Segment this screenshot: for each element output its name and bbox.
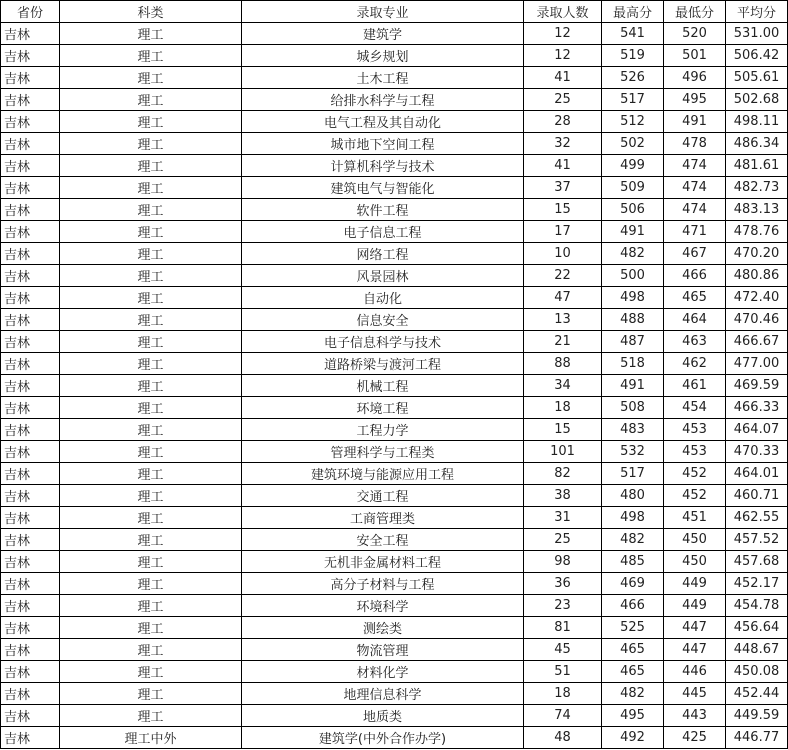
cell-count: 45 <box>524 639 602 661</box>
cell-province: 吉林 <box>1 111 60 133</box>
cell-max: 491 <box>602 375 664 397</box>
cell-avg: 498.11 <box>726 111 788 133</box>
table-row <box>1 485 788 507</box>
table-row <box>1 133 788 155</box>
header-row <box>1 1 788 23</box>
cell-category: 理工 <box>60 221 242 243</box>
cell-min: 496 <box>664 67 726 89</box>
cell-min: 450 <box>664 529 726 551</box>
cell-count: 13 <box>524 309 602 331</box>
cell-avg: 505.61 <box>726 67 788 89</box>
table-row <box>1 595 788 617</box>
cell-min: 520 <box>664 23 726 45</box>
cell-max: 512 <box>602 111 664 133</box>
cell-count: 47 <box>524 287 602 309</box>
cell-category: 理工 <box>60 485 242 507</box>
cell-count: 41 <box>524 155 602 177</box>
cell-province: 吉林 <box>1 155 60 177</box>
cell-category: 理工 <box>60 89 242 111</box>
cell-province: 吉林 <box>1 507 60 529</box>
cell-category: 理工 <box>60 375 242 397</box>
cell-max: 469 <box>602 573 664 595</box>
cell-province: 吉林 <box>1 265 60 287</box>
cell-category: 理工 <box>60 265 242 287</box>
cell-avg: 470.33 <box>726 441 788 463</box>
table-row <box>1 507 788 529</box>
cell-max: 482 <box>602 683 664 705</box>
cell-major: 交通工程 <box>242 485 524 507</box>
table-row <box>1 309 788 331</box>
cell-major: 电子信息工程 <box>242 221 524 243</box>
cell-avg: 478.76 <box>726 221 788 243</box>
cell-avg: 466.33 <box>726 397 788 419</box>
cell-min: 449 <box>664 573 726 595</box>
cell-category: 理工 <box>60 507 242 529</box>
cell-count: 81 <box>524 617 602 639</box>
cell-avg: 457.68 <box>726 551 788 573</box>
cell-max: 466 <box>602 595 664 617</box>
cell-category: 理工 <box>60 111 242 133</box>
cell-max: 509 <box>602 177 664 199</box>
cell-max: 518 <box>602 353 664 375</box>
cell-province: 吉林 <box>1 661 60 683</box>
cell-category: 理工 <box>60 419 242 441</box>
cell-avg: 454.78 <box>726 595 788 617</box>
table-row <box>1 529 788 551</box>
cell-province: 吉林 <box>1 45 60 67</box>
cell-avg: 482.73 <box>726 177 788 199</box>
cell-province: 吉林 <box>1 595 60 617</box>
header-major: 录取专业 <box>242 1 524 23</box>
cell-count: 25 <box>524 89 602 111</box>
cell-max: 491 <box>602 221 664 243</box>
cell-min: 453 <box>664 419 726 441</box>
cell-count: 88 <box>524 353 602 375</box>
cell-min: 454 <box>664 397 726 419</box>
cell-category: 理工 <box>60 617 242 639</box>
cell-count: 23 <box>524 595 602 617</box>
cell-major: 材料化学 <box>242 661 524 683</box>
cell-major: 建筑学(中外合作办学) <box>242 727 524 749</box>
cell-major: 安全工程 <box>242 529 524 551</box>
table-row <box>1 705 788 727</box>
cell-category: 理工 <box>60 331 242 353</box>
cell-province: 吉林 <box>1 529 60 551</box>
cell-avg: 481.61 <box>726 155 788 177</box>
cell-count: 15 <box>524 419 602 441</box>
cell-max: 500 <box>602 265 664 287</box>
cell-avg: 446.77 <box>726 727 788 749</box>
table-header <box>1 1 788 23</box>
cell-major: 工商管理类 <box>242 507 524 529</box>
table-row <box>1 221 788 243</box>
cell-avg: 456.64 <box>726 617 788 639</box>
table-row <box>1 111 788 133</box>
table-row <box>1 727 788 749</box>
table-row <box>1 331 788 353</box>
cell-min: 463 <box>664 331 726 353</box>
cell-province: 吉林 <box>1 485 60 507</box>
cell-major: 建筑电气与智能化 <box>242 177 524 199</box>
cell-max: 532 <box>602 441 664 463</box>
cell-major: 环境工程 <box>242 397 524 419</box>
cell-major: 测绘类 <box>242 617 524 639</box>
table-row <box>1 23 788 45</box>
cell-province: 吉林 <box>1 683 60 705</box>
cell-major: 道路桥梁与渡河工程 <box>242 353 524 375</box>
cell-major: 环境科学 <box>242 595 524 617</box>
cell-category: 理工 <box>60 441 242 463</box>
cell-major: 工程力学 <box>242 419 524 441</box>
cell-count: 48 <box>524 727 602 749</box>
table-row <box>1 155 788 177</box>
cell-max: 517 <box>602 463 664 485</box>
cell-count: 32 <box>524 133 602 155</box>
table-row <box>1 265 788 287</box>
cell-province: 吉林 <box>1 89 60 111</box>
cell-min: 451 <box>664 507 726 529</box>
cell-count: 82 <box>524 463 602 485</box>
table-row <box>1 573 788 595</box>
cell-max: 482 <box>602 529 664 551</box>
table-row <box>1 683 788 705</box>
cell-avg: 449.59 <box>726 705 788 727</box>
table-row <box>1 375 788 397</box>
cell-min: 474 <box>664 199 726 221</box>
cell-max: 492 <box>602 727 664 749</box>
cell-count: 36 <box>524 573 602 595</box>
cell-avg: 470.46 <box>726 309 788 331</box>
cell-major: 自动化 <box>242 287 524 309</box>
cell-category: 理工 <box>60 177 242 199</box>
cell-min: 450 <box>664 551 726 573</box>
cell-major: 建筑学 <box>242 23 524 45</box>
cell-avg: 531.00 <box>726 23 788 45</box>
cell-min: 445 <box>664 683 726 705</box>
cell-province: 吉林 <box>1 419 60 441</box>
cell-province: 吉林 <box>1 287 60 309</box>
table-row <box>1 661 788 683</box>
cell-major: 信息安全 <box>242 309 524 331</box>
cell-min: 478 <box>664 133 726 155</box>
cell-province: 吉林 <box>1 177 60 199</box>
cell-count: 18 <box>524 683 602 705</box>
cell-count: 21 <box>524 331 602 353</box>
cell-avg: 469.59 <box>726 375 788 397</box>
cell-category: 理工 <box>60 639 242 661</box>
cell-major: 管理科学与工程类 <box>242 441 524 463</box>
table-row <box>1 551 788 573</box>
header-max-score: 最高分 <box>602 1 664 23</box>
table-row <box>1 397 788 419</box>
cell-count: 10 <box>524 243 602 265</box>
cell-max: 482 <box>602 243 664 265</box>
table-row <box>1 639 788 661</box>
cell-count: 38 <box>524 485 602 507</box>
table-row <box>1 287 788 309</box>
cell-category: 理工 <box>60 353 242 375</box>
cell-province: 吉林 <box>1 573 60 595</box>
header-enrolled-count: 录取人数 <box>524 1 602 23</box>
cell-province: 吉林 <box>1 617 60 639</box>
cell-min: 471 <box>664 221 726 243</box>
cell-max: 483 <box>602 419 664 441</box>
cell-count: 34 <box>524 375 602 397</box>
cell-max: 465 <box>602 639 664 661</box>
table-row <box>1 463 788 485</box>
cell-count: 51 <box>524 661 602 683</box>
cell-category: 理工 <box>60 67 242 89</box>
cell-avg: 502.68 <box>726 89 788 111</box>
header-min-score: 最低分 <box>664 1 726 23</box>
cell-count: 74 <box>524 705 602 727</box>
cell-count: 12 <box>524 45 602 67</box>
cell-category: 理工 <box>60 705 242 727</box>
table-row <box>1 45 788 67</box>
table-row <box>1 67 788 89</box>
table-row <box>1 617 788 639</box>
cell-province: 吉林 <box>1 397 60 419</box>
cell-max: 485 <box>602 551 664 573</box>
cell-category: 理工 <box>60 23 242 45</box>
cell-count: 15 <box>524 199 602 221</box>
cell-count: 28 <box>524 111 602 133</box>
cell-province: 吉林 <box>1 331 60 353</box>
cell-avg: 457.52 <box>726 529 788 551</box>
cell-major: 电子信息科学与技术 <box>242 331 524 353</box>
header-avg-score: 平均分 <box>726 1 788 23</box>
cell-major: 无机非金属材料工程 <box>242 551 524 573</box>
cell-min: 474 <box>664 177 726 199</box>
cell-category: 理工 <box>60 199 242 221</box>
cell-count: 31 <box>524 507 602 529</box>
cell-major: 电气工程及其自动化 <box>242 111 524 133</box>
header-province: 省份 <box>1 1 60 23</box>
cell-min: 446 <box>664 661 726 683</box>
cell-category: 理工 <box>60 463 242 485</box>
cell-max: 498 <box>602 507 664 529</box>
cell-category: 理工 <box>60 287 242 309</box>
cell-major: 机械工程 <box>242 375 524 397</box>
cell-count: 17 <box>524 221 602 243</box>
cell-min: 461 <box>664 375 726 397</box>
cell-max: 499 <box>602 155 664 177</box>
cell-max: 465 <box>602 661 664 683</box>
cell-avg: 462.55 <box>726 507 788 529</box>
cell-count: 101 <box>524 441 602 463</box>
table-row <box>1 177 788 199</box>
cell-major: 地质类 <box>242 705 524 727</box>
cell-max: 506 <box>602 199 664 221</box>
cell-province: 吉林 <box>1 221 60 243</box>
cell-max: 519 <box>602 45 664 67</box>
cell-count: 25 <box>524 529 602 551</box>
table-row <box>1 199 788 221</box>
cell-province: 吉林 <box>1 551 60 573</box>
cell-avg: 464.01 <box>726 463 788 485</box>
cell-avg: 480.86 <box>726 265 788 287</box>
table-row <box>1 441 788 463</box>
cell-max: 517 <box>602 89 664 111</box>
cell-min: 443 <box>664 705 726 727</box>
cell-province: 吉林 <box>1 309 60 331</box>
cell-avg: 448.67 <box>726 639 788 661</box>
table-row <box>1 243 788 265</box>
cell-category: 理工 <box>60 397 242 419</box>
cell-max: 508 <box>602 397 664 419</box>
cell-avg: 466.67 <box>726 331 788 353</box>
cell-min: 449 <box>664 595 726 617</box>
cell-major: 网络工程 <box>242 243 524 265</box>
cell-province: 吉林 <box>1 67 60 89</box>
cell-min: 452 <box>664 485 726 507</box>
cell-max: 541 <box>602 23 664 45</box>
cell-count: 37 <box>524 177 602 199</box>
cell-province: 吉林 <box>1 375 60 397</box>
cell-avg: 472.40 <box>726 287 788 309</box>
cell-major: 地理信息科学 <box>242 683 524 705</box>
cell-avg: 452.44 <box>726 683 788 705</box>
cell-category: 理工 <box>60 133 242 155</box>
cell-province: 吉林 <box>1 727 60 749</box>
cell-major: 风景园林 <box>242 265 524 287</box>
cell-min: 447 <box>664 617 726 639</box>
table-row <box>1 419 788 441</box>
cell-min: 465 <box>664 287 726 309</box>
table-row <box>1 89 788 111</box>
cell-avg: 460.71 <box>726 485 788 507</box>
cell-province: 吉林 <box>1 639 60 661</box>
cell-min: 447 <box>664 639 726 661</box>
cell-avg: 506.42 <box>726 45 788 67</box>
cell-max: 498 <box>602 287 664 309</box>
cell-min: 462 <box>664 353 726 375</box>
table-body <box>1 23 788 749</box>
cell-province: 吉林 <box>1 23 60 45</box>
cell-count: 18 <box>524 397 602 419</box>
cell-count: 22 <box>524 265 602 287</box>
cell-province: 吉林 <box>1 705 60 727</box>
cell-avg: 483.13 <box>726 199 788 221</box>
cell-max: 525 <box>602 617 664 639</box>
cell-avg: 486.34 <box>726 133 788 155</box>
cell-max: 480 <box>602 485 664 507</box>
cell-province: 吉林 <box>1 463 60 485</box>
cell-category: 理工 <box>60 529 242 551</box>
cell-count: 41 <box>524 67 602 89</box>
cell-province: 吉林 <box>1 199 60 221</box>
table-row <box>1 353 788 375</box>
cell-category: 理工 <box>60 155 242 177</box>
cell-major: 城市地下空间工程 <box>242 133 524 155</box>
cell-category: 理工 <box>60 243 242 265</box>
cell-min: 425 <box>664 727 726 749</box>
cell-province: 吉林 <box>1 133 60 155</box>
cell-max: 526 <box>602 67 664 89</box>
cell-max: 495 <box>602 705 664 727</box>
cell-avg: 450.08 <box>726 661 788 683</box>
cell-avg: 452.17 <box>726 573 788 595</box>
cell-avg: 477.00 <box>726 353 788 375</box>
cell-min: 467 <box>664 243 726 265</box>
cell-province: 吉林 <box>1 243 60 265</box>
cell-avg: 470.20 <box>726 243 788 265</box>
cell-category: 理工 <box>60 551 242 573</box>
cell-avg: 464.07 <box>726 419 788 441</box>
cell-major: 物流管理 <box>242 639 524 661</box>
cell-major: 高分子材料与工程 <box>242 573 524 595</box>
cell-category: 理工 <box>60 683 242 705</box>
cell-major: 软件工程 <box>242 199 524 221</box>
cell-count: 12 <box>524 23 602 45</box>
cell-min: 501 <box>664 45 726 67</box>
cell-category: 理工 <box>60 661 242 683</box>
cell-min: 464 <box>664 309 726 331</box>
cell-min: 453 <box>664 441 726 463</box>
cell-major: 计算机科学与技术 <box>242 155 524 177</box>
cell-major: 建筑环境与能源应用工程 <box>242 463 524 485</box>
cell-category: 理工 <box>60 45 242 67</box>
cell-max: 502 <box>602 133 664 155</box>
cell-min: 474 <box>664 155 726 177</box>
cell-major: 土木工程 <box>242 67 524 89</box>
cell-category: 理工 <box>60 309 242 331</box>
cell-count: 98 <box>524 551 602 573</box>
cell-category: 理工中外 <box>60 727 242 749</box>
cell-min: 491 <box>664 111 726 133</box>
cell-min: 452 <box>664 463 726 485</box>
cell-max: 487 <box>602 331 664 353</box>
cell-min: 466 <box>664 265 726 287</box>
cell-category: 理工 <box>60 573 242 595</box>
cell-max: 488 <box>602 309 664 331</box>
cell-min: 495 <box>664 89 726 111</box>
cell-major: 城乡规划 <box>242 45 524 67</box>
cell-major: 给排水科学与工程 <box>242 89 524 111</box>
header-category: 科类 <box>60 1 242 23</box>
cell-category: 理工 <box>60 595 242 617</box>
cell-province: 吉林 <box>1 353 60 375</box>
cell-province: 吉林 <box>1 441 60 463</box>
